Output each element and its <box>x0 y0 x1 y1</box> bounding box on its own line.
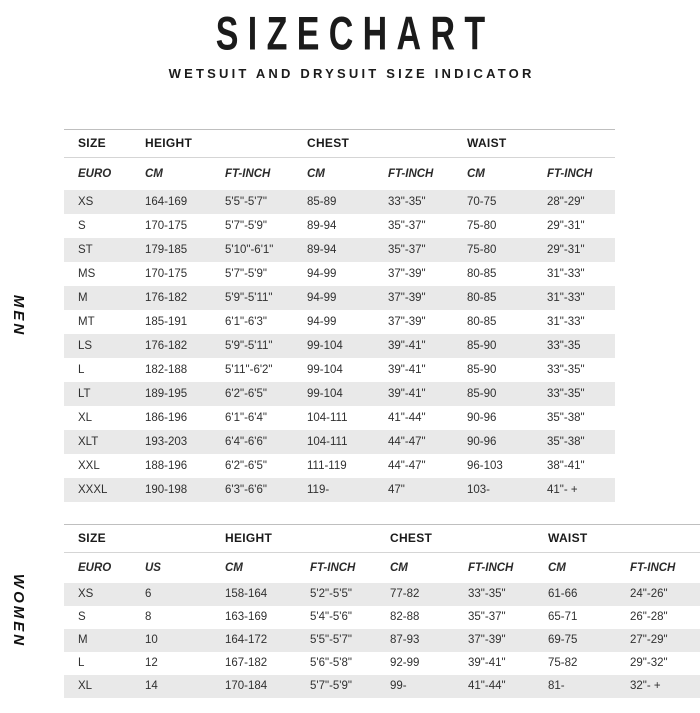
page-subtitle: WETSUIT AND DRYSUIT SIZE INDICATOR <box>168 66 535 81</box>
table-cell: 8 <box>145 611 152 623</box>
table-cell: 33"-35" <box>468 588 506 600</box>
table-cell: XXL <box>78 460 100 472</box>
table-cell: 176-182 <box>145 340 188 352</box>
subcol-cm: CM <box>467 168 485 180</box>
table-row <box>64 334 615 358</box>
table-cell: 27"-29" <box>630 634 668 646</box>
col-header-height: HEIGHT <box>225 531 273 545</box>
table-row <box>64 454 615 478</box>
subcol-cm: CM <box>390 562 408 574</box>
table-row <box>64 652 700 675</box>
table-cell: 103- <box>467 484 491 496</box>
col-header-spacer <box>211 130 293 157</box>
women-group-header-row <box>64 525 700 553</box>
table-cell: 80-85 <box>467 316 497 328</box>
men-table-body <box>64 190 615 502</box>
table-cell: 6'2"-6'5" <box>225 388 267 400</box>
table-cell: 24"-26" <box>630 588 668 600</box>
table-cell: XXXL <box>78 484 108 496</box>
table-cell: 167-182 <box>225 657 268 669</box>
table-cell: 70-75 <box>467 196 497 208</box>
table-row <box>64 583 700 606</box>
table-row <box>64 430 615 454</box>
table-cell: 90-96 <box>467 412 497 424</box>
table-cell: XS <box>78 588 94 600</box>
subcol-ft-inch: FT-INCH <box>225 168 271 180</box>
subcol-euro: EURO <box>78 168 112 180</box>
table-cell: 77-82 <box>390 588 420 600</box>
table-cell: XLT <box>78 436 99 448</box>
table-row <box>64 214 615 238</box>
table-cell: XL <box>78 412 93 424</box>
table-cell: 89-94 <box>307 220 337 232</box>
table-cell: M <box>78 292 88 304</box>
table-cell: 85-90 <box>467 364 497 376</box>
table-cell: 182-188 <box>145 364 188 376</box>
table-row <box>64 358 615 382</box>
page-title: SIZECHART <box>215 8 495 60</box>
women-table-body <box>64 583 700 698</box>
table-cell: 170-175 <box>145 268 188 280</box>
table-cell: 37"-39" <box>388 268 426 280</box>
table-cell: 92-99 <box>390 657 420 669</box>
table-cell: 190-198 <box>145 484 188 496</box>
table-cell: 85-90 <box>467 340 497 352</box>
table-cell: 35"-37" <box>388 220 426 232</box>
table-cell: 164-169 <box>145 196 188 208</box>
table-cell: 111-119 <box>307 460 347 472</box>
men-section <box>10 129 615 502</box>
table-cell: 75-80 <box>467 244 497 256</box>
table-cell: 5'4"-5'6" <box>310 611 352 623</box>
table-row <box>64 675 700 698</box>
table-cell: 10 <box>145 634 158 646</box>
table-cell: 179-185 <box>145 244 188 256</box>
table-cell: 99-104 <box>307 340 343 352</box>
subcol-cm: CM <box>225 562 243 574</box>
table-cell: 81- <box>548 680 565 692</box>
table-cell: LS <box>78 340 93 352</box>
women-section <box>10 524 700 698</box>
col-header-spacer <box>533 130 615 157</box>
table-cell: 104-111 <box>307 436 348 448</box>
table-cell: MT <box>78 316 95 328</box>
table-cell: L <box>78 657 85 669</box>
table-cell: 99-104 <box>307 388 343 400</box>
men-section-label: MEN <box>10 294 27 337</box>
table-cell: 96-103 <box>467 460 503 472</box>
table-cell: 82-88 <box>390 611 420 623</box>
table-cell: 33"-35 <box>547 340 581 352</box>
table-cell: 37"-39" <box>388 316 426 328</box>
table-cell: 61-66 <box>548 588 578 600</box>
table-cell: 186-196 <box>145 412 188 424</box>
table-cell: 35"-38" <box>547 436 585 448</box>
women-section-label: WOMEN <box>10 573 27 649</box>
col-header-spacer <box>616 525 700 552</box>
table-row <box>64 310 615 334</box>
table-cell: 188-196 <box>145 460 188 472</box>
table-cell: 33"-35" <box>547 364 585 376</box>
subcol-us: US <box>145 562 161 574</box>
table-cell: 35"-38" <box>547 412 585 424</box>
table-cell: 85-90 <box>467 388 497 400</box>
table-cell: 35"-37" <box>388 244 426 256</box>
table-cell: 164-172 <box>225 634 268 646</box>
table-cell: 41"- + <box>547 484 578 496</box>
col-header-spacer <box>131 525 211 552</box>
subcol-cm: CM <box>548 562 566 574</box>
table-cell: 87-93 <box>390 634 420 646</box>
table-cell: 5'10"-6'1" <box>225 244 274 256</box>
table-cell: 89-94 <box>307 244 337 256</box>
subcol-ft-inch: FT-INCH <box>630 562 676 574</box>
table-cell: 6 <box>145 588 152 600</box>
table-row <box>64 406 615 430</box>
table-cell: 104-111 <box>307 412 348 424</box>
table-cell: 65-71 <box>548 611 578 623</box>
table-cell: 37"-39" <box>388 292 426 304</box>
table-cell: 6'1"-6'4" <box>225 412 267 424</box>
masthead <box>0 0 700 81</box>
table-cell: S <box>78 220 86 232</box>
table-cell: 31"-33" <box>547 268 585 280</box>
table-cell: 47" <box>388 484 405 496</box>
col-header-waist: WAIST <box>467 136 507 150</box>
table-cell: 32"- + <box>630 680 661 692</box>
table-cell: XS <box>78 196 94 208</box>
table-cell: 80-85 <box>467 268 497 280</box>
subcol-euro: EURO <box>78 562 112 574</box>
table-cell: 33"-35" <box>547 388 585 400</box>
table-cell: MS <box>78 268 96 280</box>
table-cell: 39"-41" <box>468 657 506 669</box>
table-cell: 37"-39" <box>468 634 506 646</box>
table-cell: 29"-32" <box>630 657 668 669</box>
table-row <box>64 286 615 310</box>
table-cell: LT <box>78 388 91 400</box>
table-cell: 170-184 <box>225 680 268 692</box>
subcol-ft-inch: FT-INCH <box>388 168 434 180</box>
table-cell: ST <box>78 244 93 256</box>
col-header-size: SIZE <box>78 136 106 150</box>
col-header-chest: CHEST <box>390 531 433 545</box>
subcol-cm: CM <box>307 168 325 180</box>
table-cell: 94-99 <box>307 268 337 280</box>
table-cell: 6'2"-6'5" <box>225 460 267 472</box>
women-sub-header-row <box>64 553 700 583</box>
subcol-ft-inch: FT-INCH <box>547 168 593 180</box>
table-cell: 94-99 <box>307 292 337 304</box>
table-cell: 85-89 <box>307 196 337 208</box>
table-cell: 80-85 <box>467 292 497 304</box>
table-cell: 29"-31" <box>547 220 585 232</box>
table-cell: 5'9"-5'11" <box>225 340 273 352</box>
table-row <box>64 478 615 502</box>
table-row <box>64 382 615 406</box>
table-row <box>64 606 700 629</box>
men-group-header-row <box>64 130 615 158</box>
table-cell: 5'7"-5'9" <box>310 680 352 692</box>
table-cell: 94-99 <box>307 316 337 328</box>
table-cell: 5'9"-5'11" <box>225 292 273 304</box>
table-cell: 75-80 <box>467 220 497 232</box>
table-cell: 5'7"-5'9" <box>225 220 267 232</box>
subcol-ft-inch: FT-INCH <box>468 562 514 574</box>
table-cell: 163-169 <box>225 611 268 623</box>
table-cell: 39"-41" <box>388 388 426 400</box>
table-row <box>64 629 700 652</box>
table-row <box>64 238 615 262</box>
table-cell: S <box>78 611 86 623</box>
table-cell: 75-82 <box>548 657 578 669</box>
men-sub-header-row <box>64 158 615 190</box>
col-header-chest: CHEST <box>307 136 350 150</box>
table-cell: 99- <box>390 680 407 692</box>
table-cell: 41"-44" <box>388 412 426 424</box>
table-cell: 5'7"-5'9" <box>225 268 267 280</box>
men-size-table <box>64 129 615 502</box>
table-cell: 119- <box>307 484 330 496</box>
col-header-spacer <box>296 525 376 552</box>
table-cell: 44"-47" <box>388 460 426 472</box>
table-cell: 5'6"-5'8" <box>310 657 352 669</box>
table-cell: 38"-41" <box>547 460 585 472</box>
table-cell: 176-182 <box>145 292 188 304</box>
table-cell: 29"-31" <box>547 244 585 256</box>
table-cell: 6'4"-6'6" <box>225 436 267 448</box>
col-header-spacer <box>454 525 534 552</box>
table-cell: 170-175 <box>145 220 188 232</box>
table-cell: 158-164 <box>225 588 268 600</box>
table-cell: 6'3"-6'6" <box>225 484 267 496</box>
table-cell: 31"-33" <box>547 292 585 304</box>
table-cell: M <box>78 634 88 646</box>
table-cell: 5'11"-6'2" <box>225 364 273 376</box>
table-cell: 189-195 <box>145 388 188 400</box>
table-cell: 193-203 <box>145 436 188 448</box>
table-cell: 44"-47" <box>388 436 426 448</box>
table-cell: 28"-29" <box>547 196 585 208</box>
table-cell: XL <box>78 680 93 692</box>
table-row <box>64 190 615 214</box>
table-cell: 90-96 <box>467 436 497 448</box>
table-cell: 5'5"-5'7" <box>310 634 352 646</box>
col-header-spacer <box>374 130 453 157</box>
table-cell: 33"-35" <box>388 196 426 208</box>
col-header-waist: WAIST <box>548 531 588 545</box>
table-cell: 99-104 <box>307 364 343 376</box>
table-row <box>64 262 615 286</box>
table-cell: 26"-28" <box>630 611 668 623</box>
women-size-table <box>64 524 700 698</box>
table-cell: 14 <box>145 680 158 692</box>
table-cell: L <box>78 364 85 376</box>
col-header-size: SIZE <box>78 531 106 545</box>
table-cell: 31"-33" <box>547 316 585 328</box>
subcol-cm: CM <box>145 168 163 180</box>
table-cell: 35"-37" <box>468 611 506 623</box>
table-cell: 12 <box>145 657 158 669</box>
table-cell: 41"-44" <box>468 680 506 692</box>
table-cell: 6'1"-6'3" <box>225 316 267 328</box>
table-cell: 69-75 <box>548 634 578 646</box>
col-header-height: HEIGHT <box>145 136 193 150</box>
table-cell: 5'5"-5'7" <box>225 196 267 208</box>
subcol-ft-inch: FT-INCH <box>310 562 356 574</box>
table-cell: 39"-41" <box>388 364 426 376</box>
table-cell: 5'2"-5'5" <box>310 588 352 600</box>
table-cell: 39"-41" <box>388 340 426 352</box>
table-cell: 185-191 <box>145 316 188 328</box>
